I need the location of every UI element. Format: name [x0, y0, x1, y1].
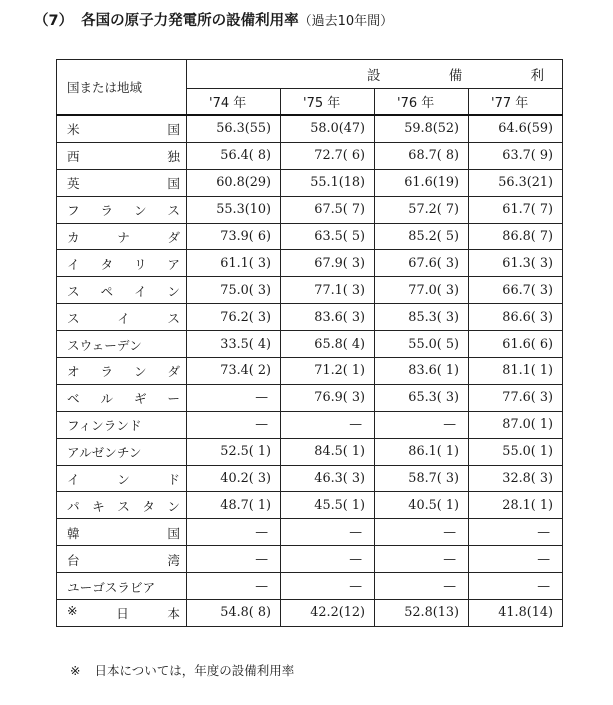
- country-name-part: ギ: [133, 391, 147, 407]
- table-row: [57, 573, 563, 600]
- capacity-factor-table: [56, 59, 563, 627]
- value-cell: 41.8(14): [469, 600, 563, 627]
- value-cell: —: [281, 519, 375, 546]
- country-name-part: ダ: [167, 230, 180, 245]
- country-name-part: ラ: [100, 364, 114, 380]
- value-cell: 58.0(47): [281, 115, 375, 142]
- country-name-part: 米: [67, 122, 80, 138]
- footnote: [70, 661, 294, 679]
- table-row: [57, 600, 563, 627]
- country-name-part: ス: [167, 310, 180, 326]
- value-cell: 77.1( 3): [281, 277, 375, 304]
- country-name-part: カ: [67, 230, 80, 245]
- value-cell: —: [281, 573, 375, 600]
- value-cell: —: [281, 411, 375, 438]
- country-name-part: ド: [167, 472, 180, 488]
- country-cell: [57, 546, 187, 573]
- country-cell: [57, 304, 187, 331]
- country-name-part: 国: [167, 525, 180, 541]
- value-cell: 72.7( 6): [281, 142, 375, 169]
- table-row: [57, 411, 563, 438]
- page-title: [34, 9, 393, 30]
- footnote-text: 日本については，年度の設備利用率: [94, 663, 295, 678]
- value-cell: 58.7( 3): [375, 465, 469, 492]
- country-name-part: ナ: [117, 230, 130, 245]
- value-cell: 81.1( 1): [469, 358, 563, 385]
- value-cell: 86.1( 1): [375, 438, 469, 465]
- table-row: [57, 304, 563, 331]
- country-name-part: タ: [142, 498, 155, 514]
- country-name-part: ス: [167, 203, 180, 219]
- country-name-part: タ: [100, 256, 114, 272]
- value-cell: 73.9( 6): [187, 223, 281, 250]
- value-cell: 73.4( 2): [187, 358, 281, 385]
- country-name-part: ラ: [100, 203, 114, 219]
- value-cell: 48.7( 1): [187, 492, 281, 519]
- value-cell: 84.5( 1): [281, 438, 375, 465]
- group-header-char: 備: [448, 68, 463, 84]
- value-cell: 57.2( 7): [375, 196, 469, 223]
- value-cell: 33.5( 4): [187, 331, 281, 358]
- value-cell: 61.6(19): [375, 169, 469, 196]
- group-header-char: 設: [367, 68, 381, 84]
- country-name-part: ダ: [167, 364, 180, 380]
- value-cell: 66.7( 3): [469, 277, 563, 304]
- country-name-part: 本: [167, 606, 180, 622]
- value-cell: 52.5( 1): [187, 438, 281, 465]
- value-cell: —: [469, 519, 563, 546]
- value-cell: 56.3(21): [469, 169, 563, 196]
- value-cell: —: [187, 573, 281, 600]
- value-cell: —: [187, 519, 281, 546]
- table-row: [57, 115, 563, 142]
- country-name-part: 台: [67, 552, 80, 568]
- footnote-mark: ※: [70, 663, 81, 678]
- value-cell: 77.0( 3): [375, 277, 469, 304]
- country-cell: [57, 115, 187, 142]
- country-name-part: ス: [117, 498, 130, 514]
- table-row: [57, 546, 563, 573]
- country-name-part: オ: [67, 364, 80, 380]
- value-cell: —: [281, 546, 375, 573]
- country-name-part: 西: [67, 149, 80, 165]
- country-name-part: 韓: [67, 525, 80, 541]
- country-cell: [57, 142, 187, 169]
- country-name-part: ン: [117, 472, 130, 488]
- value-cell: —: [187, 546, 281, 573]
- title-note: （過去10年間）: [298, 14, 394, 29]
- country-name-part: ン: [133, 203, 147, 219]
- value-cell: 46.3( 3): [281, 465, 375, 492]
- table-row: [57, 438, 563, 465]
- country-name-part: フ: [67, 203, 80, 219]
- table-row: [57, 384, 563, 411]
- country-name-part: イ: [117, 310, 130, 326]
- title-number: （7）: [34, 13, 74, 29]
- country-name-part: イ: [67, 256, 80, 272]
- country-cell: [57, 277, 187, 304]
- value-cell: 61.7( 7): [469, 196, 563, 223]
- country-name-part: アルゼンチン: [67, 445, 142, 461]
- table-row: [57, 196, 563, 223]
- value-cell: 67.6( 3): [375, 250, 469, 277]
- value-cell: 55.0( 5): [375, 331, 469, 358]
- value-cell: 61.1( 3): [187, 250, 281, 277]
- value-cell: 63.5( 5): [281, 223, 375, 250]
- value-cell: 55.3(10): [187, 196, 281, 223]
- country-cell: [57, 573, 187, 600]
- year-header: '75 年: [281, 89, 375, 116]
- country-name-part: 英: [67, 176, 80, 192]
- country-cell: [57, 358, 187, 385]
- value-cell: 76.9( 3): [281, 384, 375, 411]
- country-cell: [57, 169, 187, 196]
- country-name-part: スウェーデン: [67, 337, 142, 353]
- table-row: [57, 142, 563, 169]
- value-cell: 42.2(12): [281, 600, 375, 627]
- country-name-part: ※: [67, 603, 78, 619]
- country-name-part: 湾: [167, 552, 180, 568]
- country-name-part: ア: [167, 256, 180, 272]
- table-row: [57, 250, 563, 277]
- value-cell: 52.8(13): [375, 600, 469, 627]
- value-cell: —: [187, 411, 281, 438]
- country-name-part: ユーゴスラビア: [67, 579, 156, 595]
- value-cell: 85.2( 5): [375, 223, 469, 250]
- value-cell: 56.3(55): [187, 115, 281, 142]
- table-row: [57, 358, 563, 385]
- value-cell: —: [375, 546, 469, 573]
- value-cell: 75.0( 3): [187, 277, 281, 304]
- country-cell: [57, 384, 187, 411]
- value-cell: 86.8( 7): [469, 223, 563, 250]
- value-cell: 54.8( 8): [187, 600, 281, 627]
- group-header-char: 利: [530, 68, 544, 84]
- country-cell: [57, 331, 187, 358]
- value-cell: 85.3( 3): [375, 304, 469, 331]
- value-cell: —: [375, 411, 469, 438]
- country-name-part: ン: [133, 364, 147, 380]
- value-cell: 61.6( 6): [469, 331, 563, 358]
- country-name-part: ペ: [100, 283, 114, 299]
- country-cell: [57, 600, 187, 627]
- year-header: '74 年: [187, 89, 281, 116]
- value-cell: 61.3( 3): [469, 250, 563, 277]
- value-cell: 83.6( 1): [375, 358, 469, 385]
- year-header: '77 年: [469, 89, 563, 116]
- value-cell: 56.4( 8): [187, 142, 281, 169]
- country-name-part: リ: [133, 256, 147, 272]
- value-cell: —: [469, 573, 563, 600]
- value-cell: 67.9( 3): [281, 250, 375, 277]
- value-cell: 65.3( 3): [375, 384, 469, 411]
- value-cell: 59.8(52): [375, 115, 469, 142]
- value-cell: 40.5( 1): [375, 492, 469, 519]
- value-cell: 77.6( 3): [469, 384, 563, 411]
- table-row: [57, 277, 563, 304]
- table-row: [57, 223, 563, 250]
- country-cell: [57, 492, 187, 519]
- country-name-part: キ: [92, 498, 105, 514]
- value-cell: 71.2( 1): [281, 358, 375, 385]
- country-name-part: 日: [116, 606, 129, 622]
- country-cell: [57, 519, 187, 546]
- country-name-part: パ: [67, 498, 80, 514]
- country-name-part: イ: [133, 283, 147, 299]
- value-cell: 65.8( 4): [281, 331, 375, 358]
- value-cell: —: [187, 384, 281, 411]
- value-cell: 55.0( 1): [469, 438, 563, 465]
- value-cell: 67.5( 7): [281, 196, 375, 223]
- value-cell: —: [375, 519, 469, 546]
- value-cell: 40.2( 3): [187, 465, 281, 492]
- value-cell: 64.6(59): [469, 115, 563, 142]
- table-row: [57, 465, 563, 492]
- group-header: [187, 60, 563, 89]
- country-name-part: ー: [167, 391, 180, 407]
- year-header: '76 年: [375, 89, 469, 116]
- country-name-part: ス: [67, 310, 80, 326]
- title-main: 各国の原子力発電所の設備利用率: [81, 13, 299, 29]
- country-name-part: ル: [100, 391, 114, 407]
- country-cell: [57, 411, 187, 438]
- country-name-part: 国: [167, 176, 180, 192]
- value-cell: 60.8(29): [187, 169, 281, 196]
- country-name-part: ン: [167, 283, 180, 299]
- country-cell: [57, 250, 187, 277]
- value-cell: 45.5( 1): [281, 492, 375, 519]
- country-cell: [57, 196, 187, 223]
- country-name-part: 国: [167, 122, 180, 138]
- table-body: [57, 115, 563, 626]
- value-cell: 63.7( 9): [469, 142, 563, 169]
- table-row: [57, 492, 563, 519]
- value-cell: 76.2( 3): [187, 304, 281, 331]
- country-column-header: 国または地域: [57, 60, 187, 116]
- country-cell: [57, 465, 187, 492]
- country-cell: [57, 438, 187, 465]
- country-name-part: ス: [67, 283, 80, 299]
- value-cell: —: [375, 573, 469, 600]
- value-cell: 87.0( 1): [469, 411, 563, 438]
- value-cell: 86.6( 3): [469, 304, 563, 331]
- country-name-part: ベ: [67, 391, 80, 407]
- value-cell: 83.6( 3): [281, 304, 375, 331]
- table-row: [57, 331, 563, 358]
- country-cell: [57, 223, 187, 250]
- value-cell: 32.8( 3): [469, 465, 563, 492]
- value-cell: 28.1( 1): [469, 492, 563, 519]
- country-name-part: ン: [167, 498, 180, 514]
- value-cell: 68.7( 8): [375, 142, 469, 169]
- country-name-part: 独: [167, 149, 180, 165]
- value-cell: —: [469, 546, 563, 573]
- country-name-part: イ: [67, 472, 80, 488]
- value-cell: 55.1(18): [281, 169, 375, 196]
- country-name-part: フィンランド: [67, 418, 142, 434]
- table-row: [57, 169, 563, 196]
- table-row: [57, 519, 563, 546]
